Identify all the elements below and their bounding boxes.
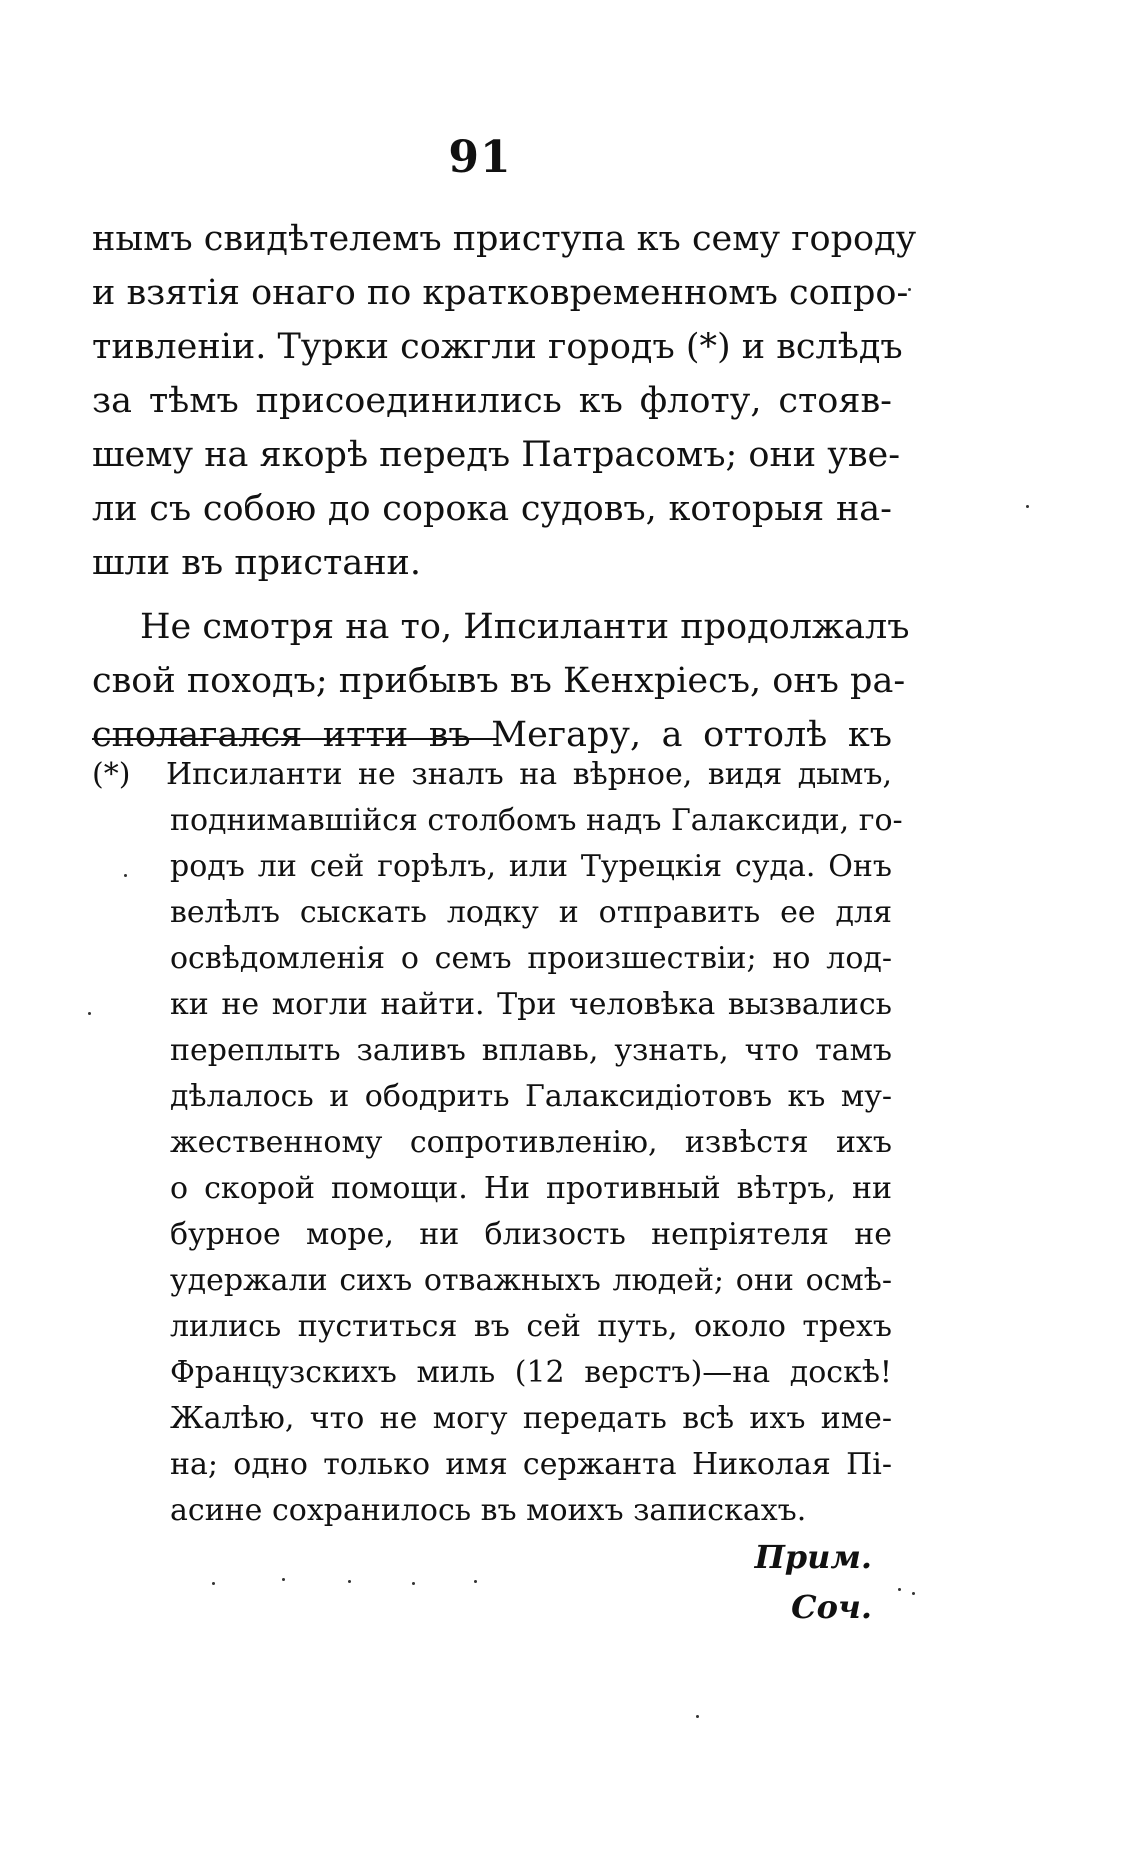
footnote-marker: (*) (92, 757, 131, 792)
print-speck (412, 1582, 415, 1585)
print-speck (282, 1578, 285, 1581)
footnote-line-text: Ипсиланти не зналъ на вѣрное, видя дымъ, (166, 757, 892, 792)
main-text-line: нымъ свидѣтелемъ приступа къ сему городу (92, 219, 917, 259)
main-text-block (92, 212, 917, 762)
footnote-line (92, 752, 892, 798)
main-text-line: за тѣмъ присоединились къ флоту, стояв- (92, 381, 892, 421)
footnote-line: переплыть заливъ вплавь, узнать, что тамъ (170, 1033, 892, 1068)
print-speck (908, 288, 911, 291)
footnote-line: жественному сопротивленію, извѣстя ихъ (170, 1125, 892, 1160)
footnote-line: о скорой помощи. Ни противный вѣтръ, ни (170, 1171, 892, 1206)
footnote-line: удержали сихъ отважныхъ людей; они осмѣ- (170, 1263, 892, 1298)
footnote-line: Жалѣю, что не могу передать всѣ ихъ име- (170, 1401, 892, 1436)
footnote-line: велѣлъ сыскать лодку и отправить ее для (170, 895, 892, 930)
footnote-signature: Прим. Соч. (754, 1538, 872, 1626)
main-text-line: сполагался итти въ Мегару, а оттолѣ къ (92, 715, 892, 755)
main-text-line: и взятія онаго по кратковременномъ сопро- (92, 273, 909, 313)
footnote-line: на; одно только имя сержанта Николая Пі- (170, 1447, 892, 1482)
main-text-line: Не смотря на то, Ипсиланти продолжалъ (140, 607, 910, 647)
main-text-line: ли съ собою до сорока судовъ, которыя на- (92, 489, 892, 529)
main-text-line: свой походъ; прибывъ въ Кенхріесъ, онъ ра- (92, 661, 906, 701)
footnote-line: ки не могли найти. Три человѣка вызвались (170, 987, 892, 1022)
main-text-line: тивленіи. Турки сожгли городъ (*) и вслѣдъ (92, 327, 903, 367)
print-speck (912, 1592, 915, 1595)
footnote-line: поднимавшійся столбомъ надъ Галаксиди, го- (170, 803, 903, 838)
print-speck (1026, 505, 1029, 508)
footnote-line: лились пуститься въ сей путь, около трехъ (170, 1309, 892, 1344)
print-speck (348, 1580, 351, 1583)
footnote-divider (92, 738, 497, 740)
print-speck (898, 1588, 901, 1591)
footnote-line: дѣлалось и ободрить Галаксидіотовъ къ му- (170, 1079, 892, 1114)
print-speck (212, 1582, 215, 1585)
footnote-line: освѣдомленія о семъ произшествіи; но лод- (170, 941, 892, 976)
footnote-line: бурное море, ни близость непріятеля не (170, 1217, 892, 1252)
print-speck (474, 1580, 477, 1583)
footnote-block (92, 752, 903, 1534)
print-speck (124, 874, 127, 877)
footnote-line: асине сохранилось въ моихъ запискахъ. (170, 1493, 807, 1528)
main-text-line: шли въ пристани. (92, 543, 421, 583)
page-number: 91 (448, 132, 512, 183)
main-text-line: шему на якорѣ передъ Патрасомъ; они уве- (92, 435, 901, 475)
footnote-line: Французскихъ миль (12 верстъ)—на доскѣ! (170, 1355, 892, 1390)
print-speck (696, 1715, 699, 1718)
print-speck (88, 1012, 91, 1015)
footnote-line: родъ ли сей горѣлъ, или Турецкія суда. Онъ (170, 849, 892, 884)
